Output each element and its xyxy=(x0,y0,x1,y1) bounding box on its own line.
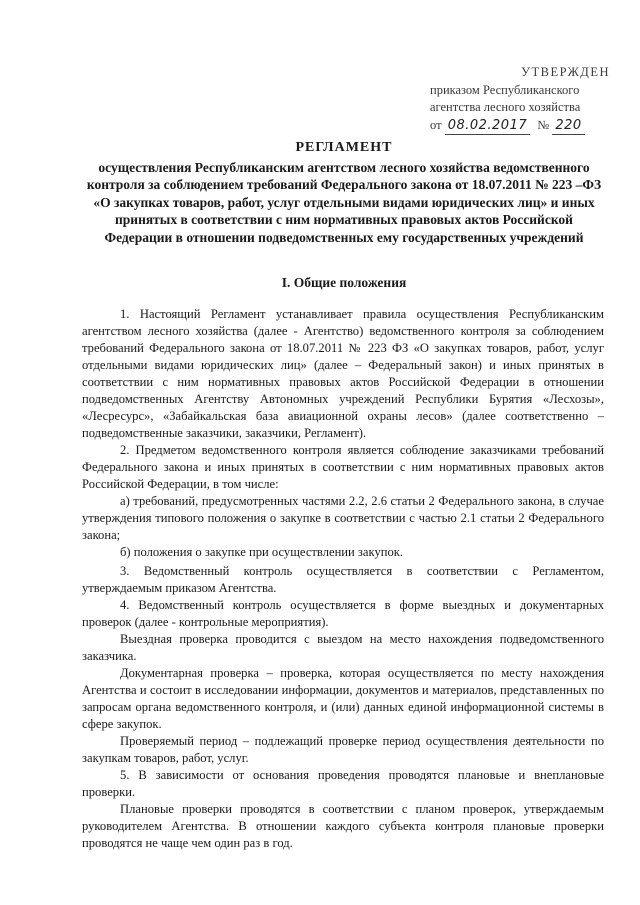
paragraph-1: 1. Настоящий Регламент устанавливает правила осуществления Республиканским агентством лесного хозяйства (далее - Агентство) ведомственного контроля за соблюдением требований Федерального закона от 18.07.2011 № 223 ФЗ «О закупках товаров, работ, услуг отдельными видами юридических лиц» (далее – Федеральный закон) и иных принятых в соответствии с ним нормативных правовых актов Российской Федерации в отношении подведомственных Агентству Автономных учреждений Республики Бурятия «Лесхозы», «Лесресурс», «Забайкальская база авиационной охраны лесов» (далее соответственно – подведомственные заказчики, заказчики, Регламент). xyxy=(82,307,604,440)
paragraph-5-planned: Плановые проверки проводятся в соответствии с планом проверок, утверждаемым руководителем Агентства. В отношении каждого субъекта контроля плановые проверки проводятся не чаще чем один раз в год. xyxy=(82,802,604,850)
section-body xyxy=(82,306,604,852)
approval-stamp xyxy=(430,64,610,135)
document-subtitle: осуществления Республиканским агентством лесного хозяйства ведомственного контроля за соблюдением требований Федерального закона от 18.07.2011 № 223 –ФЗ «О закупках товаров, работ, услуг отдельными видами юридических лиц» и иных принятых в соответствии с ним нормативных правовых актов Российской Федерации в отношении подведомственных ему государственных учреждений xyxy=(86,159,602,245)
paragraph-2a: а) требований, предусмотренных частями 2.2, 2.6 статьи 2 Федерального закона, в случае утверждения типового положения о закупке в соответствии с частью 2.1 статьи 2 Федерального закона; xyxy=(82,494,604,542)
paragraph-2b: б) положения о закупке при осуществлении закупок. xyxy=(120,545,404,559)
document-title-block xyxy=(82,139,606,247)
section-heading: I. Общие положения xyxy=(281,275,407,290)
approval-number: 220 xyxy=(552,117,584,136)
document-title: РЕГЛАМЕНТ xyxy=(295,140,393,155)
approval-line-2: агентства лесного хозяйства xyxy=(430,100,581,114)
paragraph-4-period: Проверяемый период – подлежащий проверке период осуществления деятельности по закупкам товаров, работ, услуг. xyxy=(82,734,604,765)
paragraph-4-documentary: Документарная проверка – проверка, которая осуществляется по месту нахождения Агентства и состоит в исследовании информации, документов и материалов, представленных по запросам органа ведомственного контроля, и (или) данных единой информационной системы в сфере закупок. xyxy=(82,666,604,731)
approval-line-1: приказом Республиканского xyxy=(430,82,580,97)
approval-date-prefix: от xyxy=(430,117,442,132)
approval-date-line xyxy=(430,117,610,136)
paragraph-3: 3. Ведомственный контроль осуществляется в соответствии с Регламентом, утверждаемым приказом Агентства. xyxy=(82,564,604,595)
paragraph-4-onsite: Выездная проверка проводится с выездом на место нахождения подведомственного заказчика. xyxy=(82,632,604,663)
approval-date: 08.02.2017 xyxy=(445,117,530,136)
approval-number-prefix: № xyxy=(537,117,550,132)
paragraph-2: 2. Предметом ведомственного контроля является соблюдение заказчиками требований Федерального закона и иных принятых в соответствии с ним нормативных правовых актов Российской Федерации, в том числе: xyxy=(82,443,604,491)
approval-title: УТВЕРЖДЕН xyxy=(521,65,610,79)
paragraph-5: 5. В зависимости от основания проведения проводятся плановые и внеплановые проверки. xyxy=(82,768,604,799)
paragraph-4: 4. Ведомственный контроль осуществляется в форме выездных и документарных проверок (далее - контрольные мероприятия). xyxy=(82,598,604,629)
